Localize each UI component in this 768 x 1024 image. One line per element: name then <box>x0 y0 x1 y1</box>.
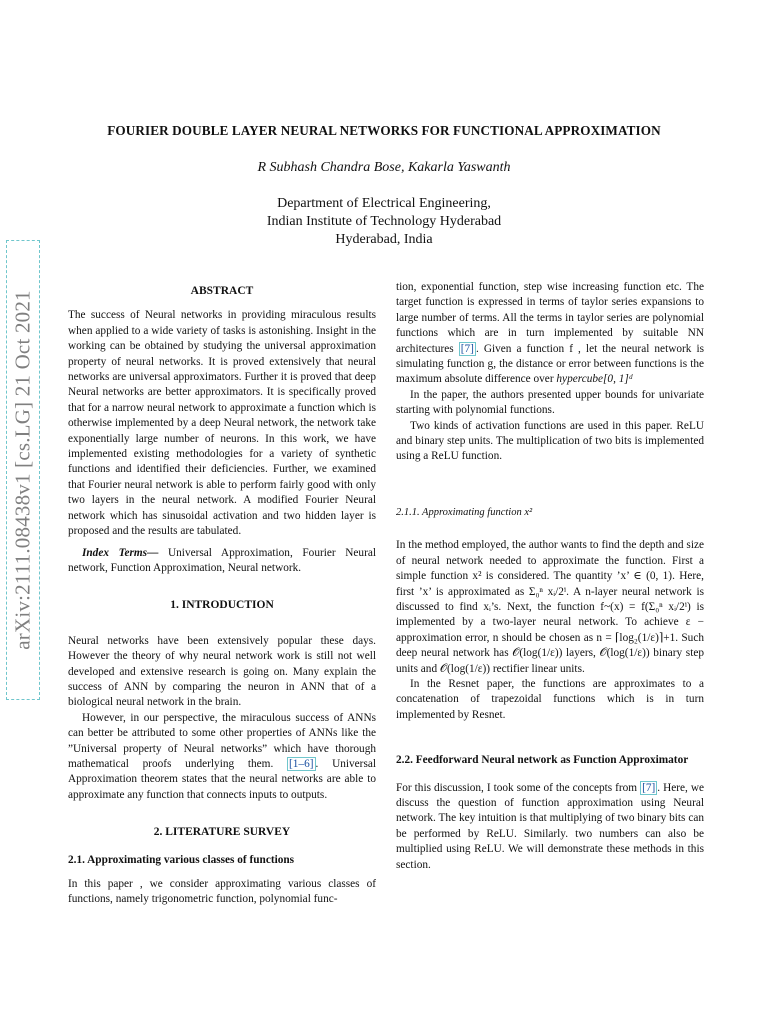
affiliation <box>0 195 768 249</box>
right-paragraph-3: Two kinds of activation functions are used in this paper. ReLU and binary step units. The multiplication of two bits is implemented using a ReLU function. <box>396 419 704 463</box>
intro-paragraph-2 <box>68 711 376 803</box>
subsection-heading: 2.1. Approximating various classes of functions <box>68 853 295 866</box>
citation-link[interactable]: [7] <box>460 342 474 355</box>
subsection-heading-2: 2.2. Feedforward Neural network as Function Approximator <box>396 754 689 767</box>
abstract-heading: ABSTRACT <box>190 285 254 297</box>
intro-paragraph-1: Neural networks have been extensively popular these days. However the theory of why neural network work is still not well developed and extensive research is going on. Many explain the success of ANN by comparing the neuron in ANN that of a biological neural network in the brain. <box>68 634 376 709</box>
math-expression: hypercube[0, 1]ᵈ <box>556 373 633 386</box>
intro-p2-start: However, in our perspective, the miraculous success of ANNs can better be attributed to some other properties of ANNs like the ”Universal property of Neural networks” which have thorough mathematical proofs underlying them. <box>68 711 376 770</box>
arxiv-stamp[interactable] <box>6 240 40 700</box>
arxiv-identifier: arXiv:2111.08438v1 [cs.LG] 21 Oct 2021 <box>10 290 35 650</box>
index-terms-label: Index Terms— <box>82 546 159 559</box>
index-terms <box>68 546 376 577</box>
right-column <box>396 280 704 873</box>
index-terms-text: Universal Approximation, Fourier Neural network, Function Approximation, Neural network. <box>68 546 376 574</box>
affiliation-line-2: Indian Institute of Technology Hyderabad <box>266 214 502 229</box>
right-paragraph-2: In the paper, the authors presented upper bounds for univariate starting with polynomial functions. <box>396 388 704 417</box>
abstract-text: The success of Neural networks in providing miraculous results when applied to a wide variety of tasks is astonishing. Insight in the working can be obtained by studying the universal approximation property of neural networks. It is proved extensively that neural networks are universal approximators. Further it is proved that deep Neural networks are better approximators. It is specifically proved that for a narrow neural network to approximate a function which is otherwise implemented by a deep Neural network, the network take exponentially large number of neurons. In this work, we have implemented existing methodologies for a variety of synthetic functions and identified their deficiencies. Further, we examined that Fourier neural network is able to perform fairly good with only two layers in the neural network. A modified Fourier Neural network which has sinusoidal activation and two hidden layer is proposed and the results are tabulated. <box>68 309 376 538</box>
paper-title: FOURIER DOUBLE LAYER NEURAL NETWORKS FOR FUNCTIONAL APPROXIMATION <box>107 123 661 138</box>
affiliation-line-1: Department of Electrical Engineering, <box>277 196 491 211</box>
right-p1-start: tion, exponential function, step wise increasing function etc. The target function is expressed in terms of taylor series expansions to large number of terms. All the terms in taylor series are polynomial functions which are in turn implemented by suitable NN architectures <box>396 281 704 355</box>
right-p6-end: . Here, we discuss the question of function approximation using Neural network. The key intuition is that multiplying of two binary bits can be performed by ReLU. Similarly. two numbers can also be multiplied using ReLU. We will demonstrate these methods in this section. <box>396 781 704 871</box>
right-p6-start: For this discussion, I took some of the concepts from <box>396 781 641 794</box>
literature-paragraph: In this paper , we consider approximating various classes of functions, namely trigonometric function, polynomial func- <box>68 878 376 906</box>
right-paragraph-4: In the method employed, the author wants to find the depth and size of neural network needed to approximate the function. First a simple function x² is considered. The quantity ’x’ ∈ (0, 1). Here, first ’x’ is approximated as Σ₀ⁿ xᵢ/2ⁱ. A n-layer neural network is discussed to find xᵢ’s. Next, the function f~(x) = f(Σ₀ⁿ xᵢ/2ⁱ) is implemented by a two-layer neural network. To achieve ε − approximation error, n should be chosen as n = ⌈log₂(1/ε)⌉+1. Such deep neural network has 𝒪(log(1/ε)) layers, 𝒪(log(1/ε)) binary step units and 𝒪(log(1/ε)) rectifier linear units. <box>396 539 704 675</box>
right-paragraph-6 <box>396 781 704 873</box>
right-p1-middle: . Given a function f , let the neural network is simulating function g, the distance or error between functions is the maximum absolute difference over <box>396 342 705 386</box>
intro-p2-end: . Universal Approximation theorem states that the neural networks are able to approximate any function that connects inputs to outputs. <box>68 757 376 801</box>
subsubsection-heading: 2.1.1. Approximating function x² <box>396 506 533 518</box>
citation-link[interactable]: [1–6] <box>289 757 314 770</box>
left-column <box>68 284 376 908</box>
right-paragraph-1 <box>396 280 704 388</box>
affiliation-line-3: Hyderabad, India <box>335 232 433 247</box>
intro-heading: 1. INTRODUCTION <box>170 599 274 612</box>
citation-link[interactable]: [7] <box>642 781 656 794</box>
paper-authors: R Subhash Chandra Bose, Kakarla Yaswanth <box>257 160 511 175</box>
literature-heading: 2. LITERATURE SURVEY <box>153 826 291 839</box>
right-paragraph-5: In the Resnet paper, the functions are approximates to a concatenation of trapezoidal functions which is in turn implemented by Resnet. <box>396 677 704 721</box>
